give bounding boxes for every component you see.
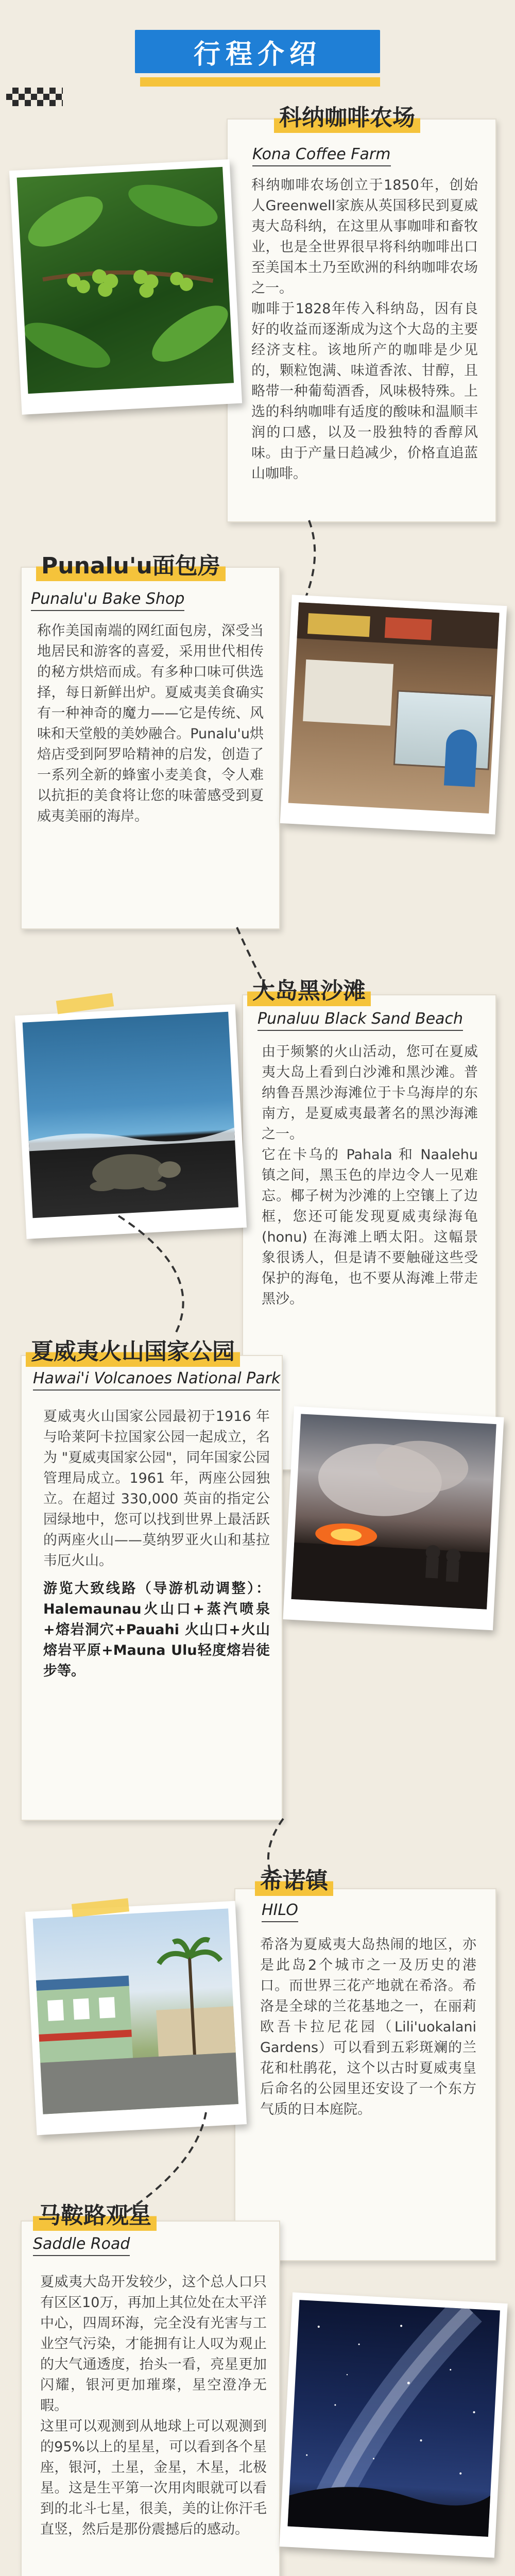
section-title-hilo: 希诺镇 — [255, 1861, 333, 1896]
photo-volcano — [283, 1406, 504, 1631]
route-text: 游览大致线路（导游机动调整）：Halemaunau火山口+蒸汽喷泉+熔岩洞穴+Pauahi 火山口+火山熔岩平原+Mauna Ulu轻度熔岩徒步等。 — [43, 1581, 270, 1679]
section-title-bakeshop: Punalu'u面包房 — [36, 546, 226, 581]
photo-coffee-plant — [9, 159, 242, 415]
photo-black-sand — [15, 1004, 247, 1239]
section-text-volcano — [43, 1406, 270, 1682]
photo-bakeshop — [280, 595, 507, 834]
lava-plume-illustration — [291, 1414, 496, 1609]
sea-turtle-illustration — [23, 1012, 238, 1218]
paragraph: 科纳咖啡农场创立于1850年，创始人Greenwell家族从英国移民到夏威夷大岛科纳，在这里从事咖啡和畜牧业，也是全世界很早将科纳咖啡出口至美国本土乃至欧洲的科纳咖啡农场之一。 — [251, 177, 478, 296]
page-title: 行程介绍 — [135, 30, 380, 73]
paragraph: 这里可以观测到从地球上可以观测到的95%以上的星星，可以看到各个星座，银河，土星，金星，木星，北极星。这是生平第一次用肉眼就可以看到的北斗七星，很美，美的让你汗毛直竖，然后是那份震撼后的感动。 — [40, 2418, 267, 2537]
hilo-street-illustration — [33, 1908, 238, 2114]
paragraph: 它在卡乌的 Pahala 和 Naalehu 镇之间，黑玉色的岸边令人一见难忘。椰子树为沙滩的上空镶上了边框，您还可能发现夏威夷绿海龟(honu) 在海滩上晒太阳。这幅景象很诱人，但是请不要触碰这些受保护的海龟，也不要从海滩上带走黑沙。 — [262, 1147, 478, 1307]
photo-stars — [279, 2292, 507, 2557]
section-text-bakeshop — [37, 621, 264, 827]
paragraph: 夏威夷大岛开发较少，这个总人口只有区区10万，再加上其位处在太平洋中心，四周环海，完全没有光害与工业空气污染，才能拥有让人叹为观止的大气通透度，抬头一看，亮星更加闪耀，银河更加璀璨，星空澄净无暇。 — [40, 2274, 267, 2414]
section-subtitle-volcano: Hawai'i Volcanoes National Park — [33, 1369, 280, 1391]
section-text-saddle — [40, 2272, 267, 2540]
photo-hilo — [25, 1901, 247, 2136]
section-subtitle-bakeshop: Punalu'u Bake Shop — [31, 590, 184, 611]
section-subtitle-kona: Kona Coffee Farm — [252, 145, 391, 166]
section-subtitle-hilo: HILO — [262, 1901, 298, 1922]
section-subtitle-blacksand: Punaluu Black Sand Beach — [258, 1010, 463, 1031]
section-text-blacksand — [262, 1042, 478, 1310]
section-text-kona — [251, 175, 478, 484]
paragraph: 称作美国南端的网红面包房，深受当地居民和游客的喜爱，采用世代相传的秘方烘焙而成。有多种口味可供选择，每日新鲜出炉。夏威夷美食确实有一种神奇的魔力——它是传统、风味和天堂般的美妙融合。Punalu'u烘焙店受到阿罗哈精神的启发，创造了一系列全新的蜂蜜小麦美食，令人难以抗拒的美食将让您的味蕾感受到夏威夷美丽的海岸。 — [37, 623, 264, 824]
header-underline — [140, 77, 380, 87]
section-title-saddle: 马鞍路观星 — [33, 2196, 157, 2231]
section-title-volcano: 夏威夷火山国家公园 — [26, 1332, 240, 1367]
dashed-connector — [93, 1211, 216, 1340]
section-title-blacksand: 大岛黑沙滩 — [247, 971, 371, 1006]
checker-decoration — [6, 88, 63, 106]
coffee-plant-illustration — [17, 167, 234, 394]
section-subtitle-saddle: Saddle Road — [33, 2235, 130, 2256]
section-text-hilo — [260, 1935, 476, 2120]
section-title-kona: 科纳咖啡农场 — [274, 98, 420, 133]
paragraph: 希洛为夏威夷大岛热闹的地区，亦是此岛2个城市之一及历史的港口。而世界三花产地就在希洛。希洛是全球的兰花基地之一，在丽莉欧吾卡拉尼花园（Lili'uokalani Gardens）可以看到五彩斑斓的兰花和杜鹃花，这个以古时夏威夷皇后命名的公园里还安设了一个东方气质的日本庭院。 — [260, 1937, 476, 2117]
milky-way-illustration — [287, 2300, 500, 2537]
paragraph: 咖啡于1828年传入科纳岛，因有良好的收益而逐渐成为这个大岛的主要经济支柱。该地所产的咖啡是少见的，颗粒饱满、味道香浓、甘醇，且略带一种葡萄酒香，风味极特殊。上选的科纳咖啡有适度的酸味和温顺丰润的口感，以及一股独特的香醇风味。由于产量日趋减少，价格直追蓝山咖啡。 — [251, 301, 478, 482]
paragraph: 由于频繁的火山活动，您可在夏威夷大岛上看到白沙滩和黑沙滩。普纳鲁吾黑沙海滩位于卡乌海岸的东南方，是夏威夷最著名的黑沙海滩之一。 — [262, 1044, 478, 1142]
paragraph: 夏威夷火山国家公园最初于1916 年与哈莱阿卡拉国家公园一起成立，名为 "夏威夷国家公园"，同年国家公园管理局成立。1961 年，两座公园独立。在超过 330,000 英亩的指定公园绿地中，您可以找到世界上最活跃的两座火山——莫纳罗亚火山和基拉韦厄火山。 — [43, 1409, 270, 1569]
